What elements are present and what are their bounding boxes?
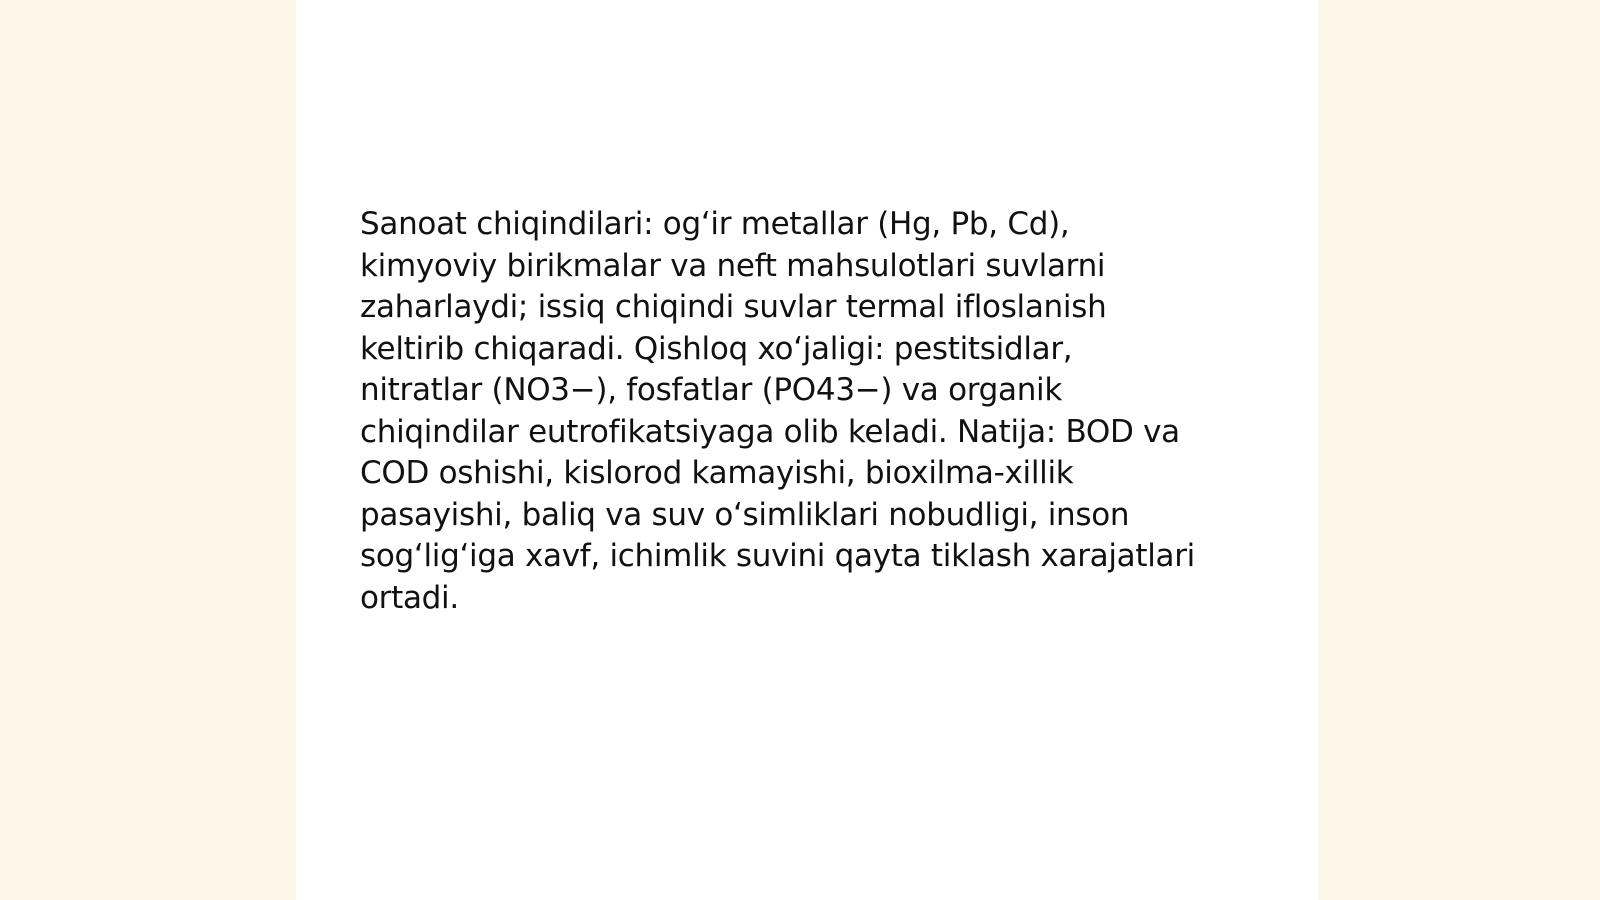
left-margin [0, 0, 296, 900]
text-line: zaharlaydi; issiq chiqindi suvlar termal ifloslanish [360, 289, 1107, 325]
text-line: sog‘lig‘iga xavf, ichimlik suvini qayta tiklash xarajatlari [360, 538, 1195, 574]
right-margin [1318, 0, 1600, 900]
text-line: nitratlar (NO3−), fosfatlar (PO43−) va organik [360, 372, 1063, 408]
slide-body-text [360, 204, 1260, 619]
text-line: chiqindilar eutrofikatsiyaga olib keladi. Natija: BOD va [360, 413, 1180, 450]
text-line: Sanoat chiqindilari: og‘ir metallar (Hg, Pb, Cd), [360, 206, 1070, 242]
text-line: keltirib chiqaradi. Qishloq xo‘jaligi: pestitsidlar, [360, 330, 1073, 367]
text-line: kimyoviy birikmalar va neft mahsulotlari suvlarni [360, 247, 1106, 284]
slide [296, 0, 1318, 900]
text-line: ortadi. [360, 579, 459, 616]
text-line: pasayishi, baliq va suv o‘simliklari nobudligi, inson [360, 496, 1130, 533]
text-line: COD oshishi, kislorod kamayishi, bioxilma-xillik [360, 455, 1074, 491]
